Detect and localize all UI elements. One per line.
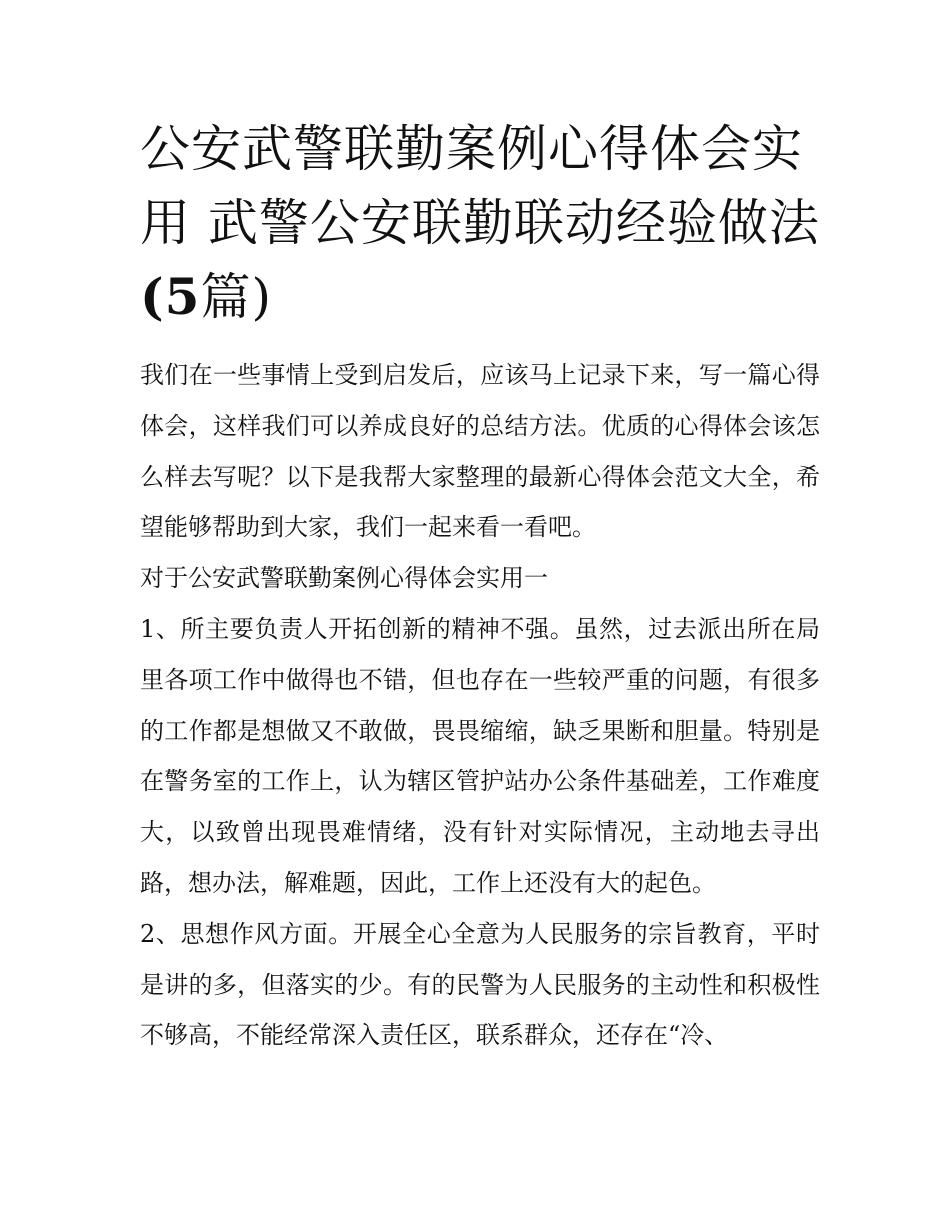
body-paragraph-1: 1、所主要负责人开拓创新的精神不强。虽然，过去派出所在局里各项工作中做得也不错，但也存在一些较严重的问题，有很多的工作都是想做又不敢做，畏畏缩缩，缺乏果断和胆量。特别是在警务室的工作上，认为辖区管护站办公条件基础差，工作难度大，以致曾出现畏难情绪，没有针对实际情况，主动地去寻出路，想办法，解难题，因此，工作上还没有大的起色。	[140, 614, 820, 897]
document-page	[140, 112, 820, 1061]
title-count: (5	[140, 267, 201, 326]
body-paragraph-2: 2、思想作风方面。开展全心全意为人民服务的宗旨教育，平时是讲的多，但落实的少。有的民警为人民服务的主动性和积极性不够高，不能经常深入责任区，联系群众，还存在“冷、	[140, 919, 820, 1050]
intro-paragraph: 我们在一些事情上受到启发后，应该马上记录下来，写一篇心得体会，这样我们可以养成良好的总结方法。优质的心得体会该怎么样去写呢？以下是我帮大家整理的最新心得体会范文大全，希望能够帮助到大家，我们一起来看一看吧。	[140, 361, 820, 542]
section-heading: 对于公安武警联勤案例心得体会实用一	[140, 564, 548, 593]
document-title	[140, 112, 820, 334]
title-count-suffix: 篇)	[200, 268, 272, 326]
title-line-2-prefix: 用	[140, 194, 208, 252]
title-line-2: 武警公安联勤联动经验做法	[207, 194, 820, 252]
title-line-1: 公安武警联勤案例心得体会实	[140, 120, 803, 178]
